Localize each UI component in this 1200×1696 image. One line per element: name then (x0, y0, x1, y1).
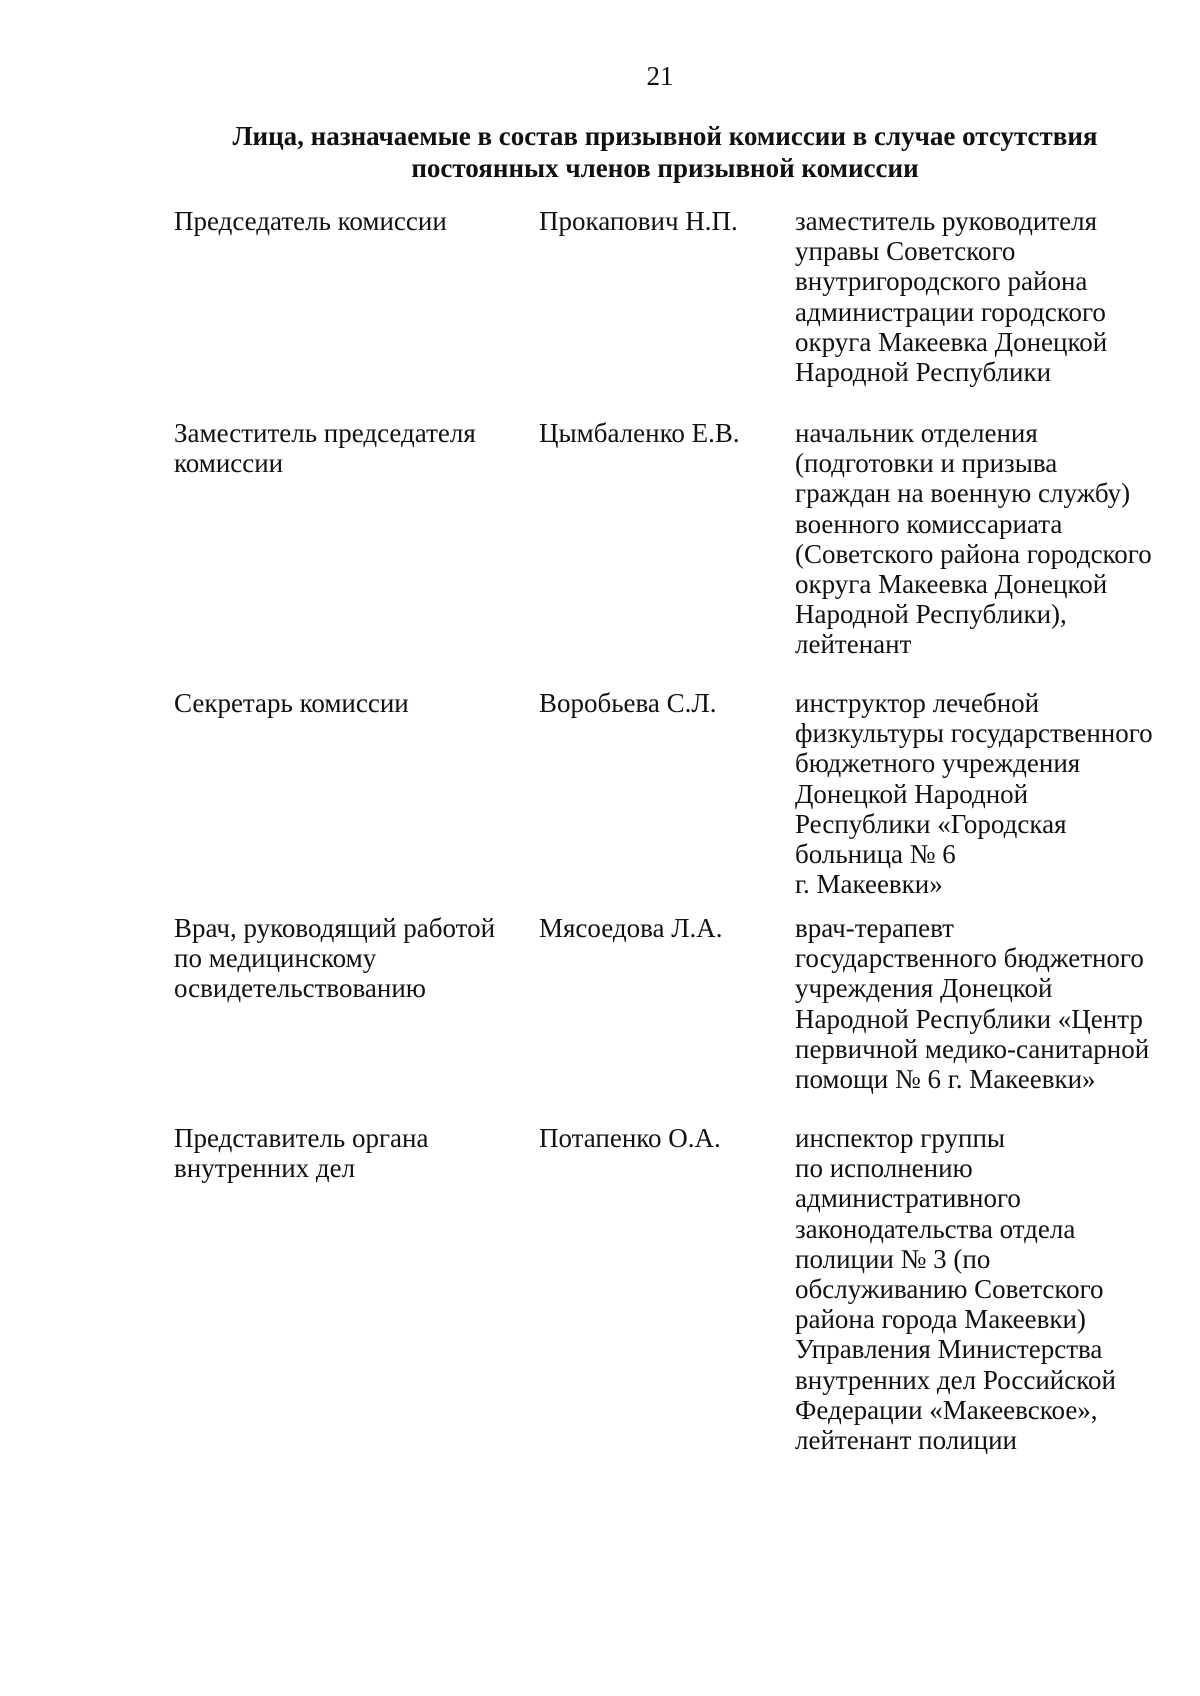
member-position-line: Управления Министерства (795, 1334, 1103, 1365)
member-position-line: граждан на военную службу) (795, 478, 1131, 509)
member-role-line: Врач, руководящий работой (174, 913, 496, 943)
member-position-line: лейтенант (795, 629, 912, 660)
member-role-line: комиссии (174, 448, 284, 479)
member-position-line: больница № 6 (795, 839, 956, 870)
page-number: 21 (646, 61, 674, 91)
member-position-line: управы Советского (795, 236, 1016, 267)
title-line: Лица, назначаемые в состав призывной комиссии в случае отсутствия (232, 121, 1098, 151)
member-role-line: Представитель органа (174, 1123, 429, 1153)
member-position (795, 913, 1195, 1094)
member-name: Прокапович Н.П. (539, 206, 738, 236)
member-position-line: (подготовки и призыва (795, 448, 1058, 479)
member-position-line: внутренних дел Российской (795, 1364, 1116, 1395)
member-position-line: г. Макеевки» (795, 869, 943, 900)
member-position-line: помощи № 6 г. Макеевки» (795, 1064, 1096, 1095)
member-position (795, 1123, 1195, 1455)
member-position-line: инструктор лечебной (795, 688, 1040, 718)
member-position-line: администрации городского (795, 296, 1106, 327)
member-position (795, 206, 1195, 387)
member-position-line: бюджетного учреждения (795, 748, 1081, 779)
member-position-line: военного комиссариата (795, 508, 1063, 539)
member-name: Мясоедова Л.А. (539, 913, 723, 943)
member-role-line: по медицинскому (174, 943, 377, 974)
member-position-line: обслуживанию Советского (795, 1274, 1104, 1305)
member-name: Потапенко О.А. (539, 1123, 721, 1153)
member-role-line: освидетельствованию (174, 973, 426, 1004)
member-name: Цымбаленко Е.В. (539, 418, 740, 448)
member-role (174, 206, 534, 236)
member-role-line: Секретарь комиссии (174, 688, 409, 718)
member-position-line: лейтенант полиции (795, 1425, 1017, 1456)
member-role-line: Председатель комиссии (174, 206, 447, 236)
member-position-line: Народной Республики «Центр (795, 1003, 1143, 1034)
member-position (795, 418, 1195, 660)
member-position-line: внутригородского района (795, 266, 1088, 297)
member-position-line: округа Макеевка Донецкой (795, 569, 1108, 600)
member-role (174, 418, 534, 478)
member-position-line: (Советского района городского (795, 538, 1152, 569)
title-line: постоянных членов призывной комиссии (411, 153, 919, 183)
member-position-line: законодательства отдела (795, 1213, 1076, 1244)
member-position (795, 688, 1195, 899)
member-position-line: Федерации «Макеевское», (795, 1394, 1098, 1425)
member-position-line: по исполнению (795, 1153, 973, 1184)
member-position-line: полиции № 3 (по (795, 1243, 991, 1274)
member-role-line: Заместитель председателя (174, 418, 476, 448)
member-position-line: административного (795, 1183, 1021, 1214)
member-name: Воробьева С.Л. (539, 688, 717, 718)
member-position-line: Народной Республики (795, 357, 1052, 388)
member-position-line: округа Макеевка Донецкой (795, 326, 1108, 357)
member-position-line: физкультуры государственного (795, 718, 1153, 749)
member-position-line: учреждения Донецкой (795, 973, 1053, 1004)
member-position-line: района города Макеевки) (795, 1304, 1086, 1335)
member-position-line: государственного бюджетного (795, 943, 1144, 974)
member-position-line: инспектор группы (795, 1123, 1006, 1153)
member-position-line: первичной медико-санитарной (795, 1033, 1150, 1064)
member-position-line: Донецкой Народной (795, 778, 1029, 809)
member-position-line: заместитель руководителя (795, 206, 1097, 236)
member-role (174, 1123, 534, 1183)
member-position-line: Народной Республики), (795, 599, 1067, 630)
member-role-line: внутренних дел (174, 1153, 356, 1184)
member-position-line: начальник отделения (795, 418, 1038, 448)
member-position-line: врач-терапевт (795, 913, 954, 943)
member-role (174, 913, 534, 1004)
member-position-line: Республики «Городская (795, 808, 1067, 839)
member-role (174, 688, 534, 718)
